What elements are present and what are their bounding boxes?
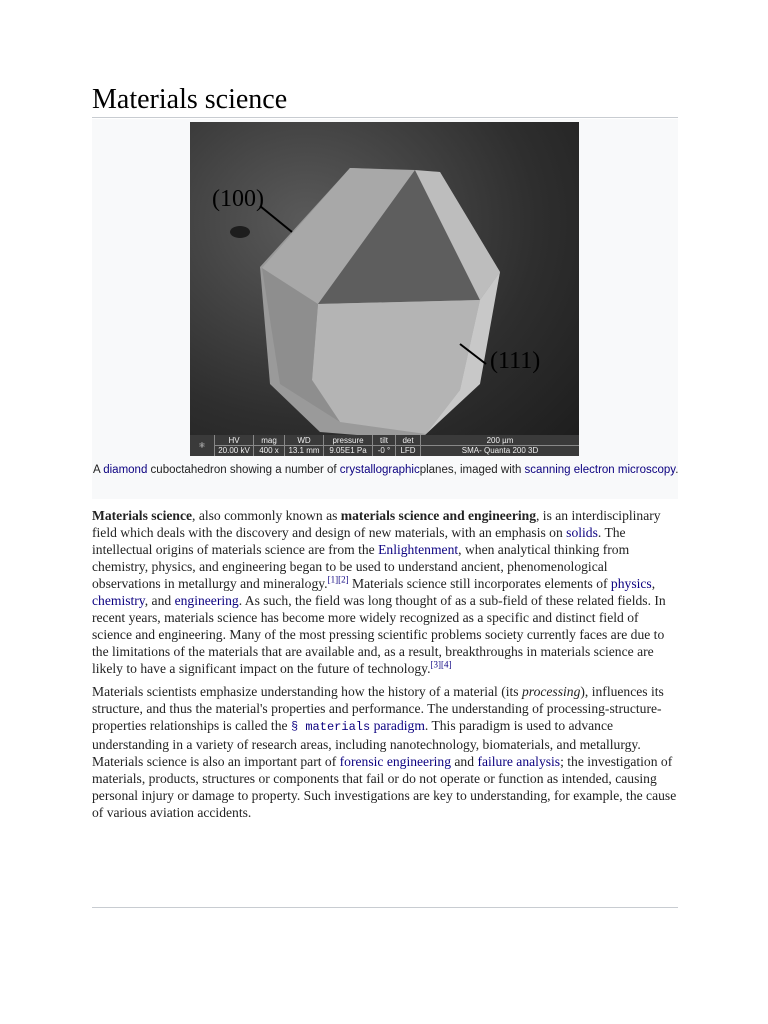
link-failure-analysis[interactable]: failure analysis [477, 754, 561, 769]
link-solids[interactable]: solids [566, 525, 598, 540]
link-engineering[interactable]: engineering [174, 593, 239, 608]
citation-1[interactable]: [1] [327, 574, 339, 585]
link-diamond[interactable]: diamond [103, 464, 148, 476]
plane-label-100: (100) [212, 186, 264, 212]
plane-label-111: (111) [490, 348, 541, 374]
link-forensic-engineering[interactable]: forensic engineering [339, 754, 451, 769]
atom-logo-icon: ⚛ [190, 435, 215, 456]
cuboctahedron-crystal-image [190, 122, 579, 456]
link-chemistry[interactable]: chemistry [92, 593, 145, 608]
sem-image[interactable] [190, 122, 579, 456]
sem-data-bar: ⚛ HV 20.00 kV mag 400 x WD 13.1 mm pressure 9.05E1 Pa tilt -0 ° det LFD 200 µm SMA- Quanta 200 3D [190, 435, 579, 456]
scale-bar-label: 200 µm [486, 436, 514, 445]
footer-divider [92, 907, 678, 908]
link-scanning-electron-microscopy[interactable]: scanning electron microscopy [524, 464, 676, 476]
link-materials-paradigm[interactable]: paradigm [370, 718, 425, 733]
link-materials-paradigm-glyph[interactable]: § materials [290, 720, 371, 734]
page-title: Materials science [92, 84, 288, 115]
title-divider [92, 117, 678, 118]
citation-2[interactable]: [2] [338, 574, 349, 585]
citation-3[interactable]: [3] [430, 659, 441, 670]
link-enlightenment[interactable]: Enlightenment [378, 542, 459, 557]
link-crystallographic[interactable]: crystallographic [339, 464, 420, 476]
link-physics[interactable]: physics [610, 576, 652, 591]
paragraph-intro: Materials science, also commonly known as materials science and engineering, is an interdisciplinary field which deals with the discovery and design of new materials, with an emphasis on solids. The intellectual origins of materials science are from the Enlightenment, when analytical thinking from chemistry, physics, and engineering began to be used to understand ancient, phenomenological observations in metallurgy and mineralogy.[1][2] Materials science still incorporates elements of physics, chemistry, and engineering. As such, the field was long thought of as a sub-field of these related fields. In recent years, materials science has become more widely recognized as a specific and distinct field of science and engineering. Many of the most pressing scientific problems society currently faces are due to the limitations of the materials that are available and, as a result, breakthroughs in materials science are likely to have a significant impact on the future of technology.[3][4] [92, 508, 666, 676]
paragraph-processing: Materials scientists emphasize understanding how the history of a material (its processing), influences its structure, and thus the material's properties and performance. The understanding of processing-structure-properties relationships is called the § materials paradigm. This paradigm is used to advance understanding in a variety of research areas, including nanotechnology, biomaterials, and metallurgy. Materials science is also an important part of forensic engineering and failure analysis; the investigation of materials, products, structures or components that fail or do not operate or function as intended, causing personal injury or damage to property. Such investigations are key to understanding, for example, the cause of various aviation accidents. [92, 684, 677, 820]
figure-thumbnail [92, 119, 678, 499]
instrument-label: SMA- Quanta 200 3D [421, 445, 579, 455]
figure-caption: A diamond cuboctahedron showing a number of crystallographicplanes, imaged with scanning electron microscopy. [93, 464, 679, 476]
citation-4[interactable]: [4] [440, 659, 452, 670]
article-body [92, 507, 678, 827]
